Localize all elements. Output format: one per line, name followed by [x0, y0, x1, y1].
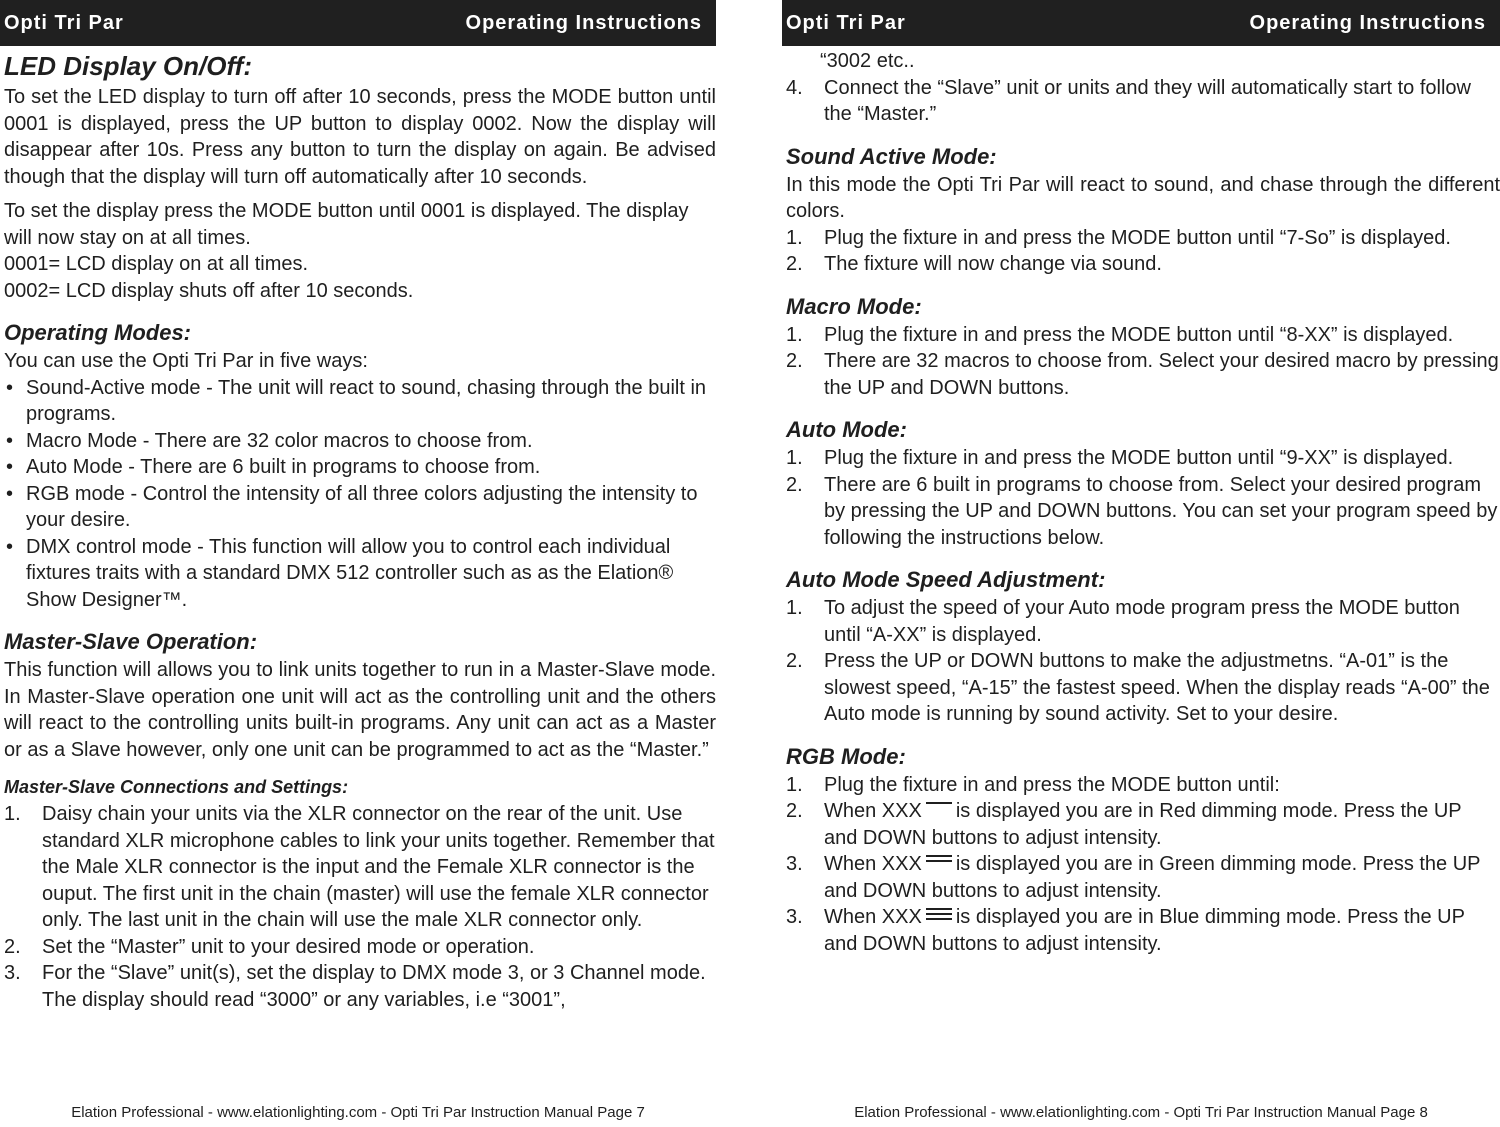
- list-item: • RGB mode - Control the intensity of all three colors adjusting the intensity to your desire.: [6, 482, 698, 531]
- master-slave-heading: Master-Slave Operation:: [4, 629, 258, 654]
- page-header: [782, 0, 1500, 46]
- page-footer: Elation Professional - www.elationlighting.com - Opti Tri Par Instruction Manual Page 8: [854, 1104, 1428, 1121]
- single-bar-icon: [926, 802, 952, 816]
- list-item: 1. To adjust the speed of your Auto mode program press the MODE button until “A-XX” is displayed.: [786, 597, 1460, 646]
- list-item: • DMX control mode - This function will allow you to control each individual fixtures traits with a standard DMX 512 controller such as as the Elation® Show Designer™.: [6, 535, 674, 611]
- list-item: 2. Press the UP or DOWN buttons to make the adjustmetns. “A-01” is the slowest speed, “A-15” the fastest speed. When the display reads “A-00” the Auto mode is running by sound activity. Set to your desire.: [786, 650, 1490, 725]
- list-item: 1. Plug the fixture in and press the MODE button until “7-So” is displayed.: [786, 226, 1451, 249]
- master-slave-paragraph: This function will allows you to link units together to run in a Master-Slave mode. In Master-Slave operation one unit will act as the controlling unit and the others will react to the controlling units built-in programs. Any unit can act as a Master or as a Slave however, only one unit can be programmed to act as the “Master.”: [4, 659, 716, 761]
- led-setting-0001: 0001= LCD display on at all times.: [4, 253, 309, 275]
- operating-modes-list: [4, 375, 716, 614]
- rgb-mode-heading: RGB Mode:: [786, 743, 906, 769]
- led-paragraph-2: To set the display press the MODE button until 0001 is displayed. The display will now stay on at all times.: [4, 200, 689, 249]
- list-item: 1. Plug the fixture in and press the MODE button until:: [786, 773, 1280, 796]
- page-content: [782, 48, 1500, 957]
- list-item: • Auto Mode - There are 6 built in programs to choose from.: [6, 456, 541, 478]
- sound-active-heading: Sound Active Mode:: [786, 143, 997, 169]
- page-header: [0, 0, 716, 46]
- page-right: [782, 0, 1500, 1127]
- operating-modes-heading: Operating Modes:: [4, 320, 192, 345]
- list-item: 2. When XXX is displayed you are in Red dimming mode. Press the UP and DOWN buttons to adjust intensity.: [786, 800, 1462, 849]
- header-title: Opti Tri Par: [4, 11, 124, 34]
- rgb-mode-steps: [786, 772, 1500, 958]
- led-setting-0002: 0002= LCD display shuts off after 10 seconds.: [4, 279, 414, 302]
- page-left: [0, 0, 716, 1127]
- list-item: 1. Plug the fixture in and press the MODE button until “8-XX” is displayed.: [786, 323, 1454, 346]
- master-slave-steps: [4, 801, 716, 1013]
- led-paragraph-1: To set the LED display to turn off after 10 seconds, press the MODE button until 0001 is displayed, press the UP button to display 0002. Now the display will disappear after 10s. Press any button to turn the display on again. Be advised though that the display will turn off automatically after 10 seconds.: [4, 86, 716, 188]
- list-item: 4. Connect the “Slave” unit or units and they will automatically start to follow the “Master.”: [786, 76, 1471, 125]
- list-item: 3. When XXX is displayed you are in Green dimming mode. Press the UP and DOWN buttons to adjust intensity.: [786, 853, 1481, 902]
- page-content: [0, 48, 716, 1013]
- auto-mode-steps: [786, 445, 1500, 551]
- sound-active-steps: [786, 225, 1500, 278]
- sound-active-intro: In this mode the Opti Tri Par will react to sound, and chase through the different colors.: [786, 173, 1500, 222]
- macro-mode-steps: [786, 322, 1500, 402]
- list-item: • Sound-Active mode - The unit will react to sound, chasing through the built in programs.: [6, 376, 707, 425]
- led-display-heading: LED Display On/Off:: [4, 51, 252, 81]
- header-section: Operating Instructions: [1249, 11, 1486, 34]
- page-footer: Elation Professional - www.elationlighting.com - Opti Tri Par Instruction Manual Page 7: [71, 1104, 645, 1121]
- double-bar-icon: [926, 855, 952, 869]
- list-item: 3. When XXX is displayed you are in Blue dimming mode. Press the UP and DOWN buttons to adjust intensity.: [786, 906, 1465, 955]
- auto-speed-heading: Auto Mode Speed Adjustment:: [786, 567, 1106, 592]
- header-section: Operating Instructions: [465, 11, 702, 34]
- triple-bar-icon: [926, 908, 952, 922]
- list-item: 2. There are 32 macros to choose from. Select your desired macro by pressing the UP and DOWN buttons.: [786, 350, 1499, 399]
- list-item: 2. Set the “Master” unit to your desired mode or operation.: [4, 935, 535, 958]
- auto-speed-steps: [786, 595, 1500, 728]
- master-slave-connections-heading: Master-Slave Connections and Settings:: [4, 777, 349, 797]
- auto-mode-heading: Auto Mode:: [786, 417, 907, 442]
- continued-line: “3002 etc..: [820, 50, 915, 72]
- list-item: 2. There are 6 built in programs to choose from. Select your desired program by pressing the UP and DOWN buttons. You can set your program speed by following the instructions below.: [786, 473, 1498, 549]
- list-item: 3. For the “Slave” unit(s), set the display to DMX mode 3, or 3 Channel mode. The display should read “3000” or any variables, i.e “3001”,: [4, 962, 706, 1011]
- list-item: 1. Daisy chain your units via the XLR connector on the rear of the unit. Use standard XLR microphone cables to link your units together. Remember that the Male XLR connector is the input and the Female XLR connector is the ouput. The first unit in the chain (master) will use the female XLR connector only. The last unit in the chain will use the male XLR connector only.: [4, 803, 715, 931]
- list-item: 1. Plug the fixture in and press the MODE button until “9-XX” is displayed.: [786, 447, 1454, 469]
- macro-mode-heading: Macro Mode:: [786, 293, 922, 319]
- list-item: 2. The fixture will now change via sound.: [786, 253, 1162, 275]
- operating-modes-intro: You can use the Opti Tri Par in five ways:: [4, 350, 368, 372]
- header-title: Opti Tri Par: [786, 11, 906, 34]
- list-item: • Macro Mode - There are 32 color macros to choose from.: [6, 429, 533, 452]
